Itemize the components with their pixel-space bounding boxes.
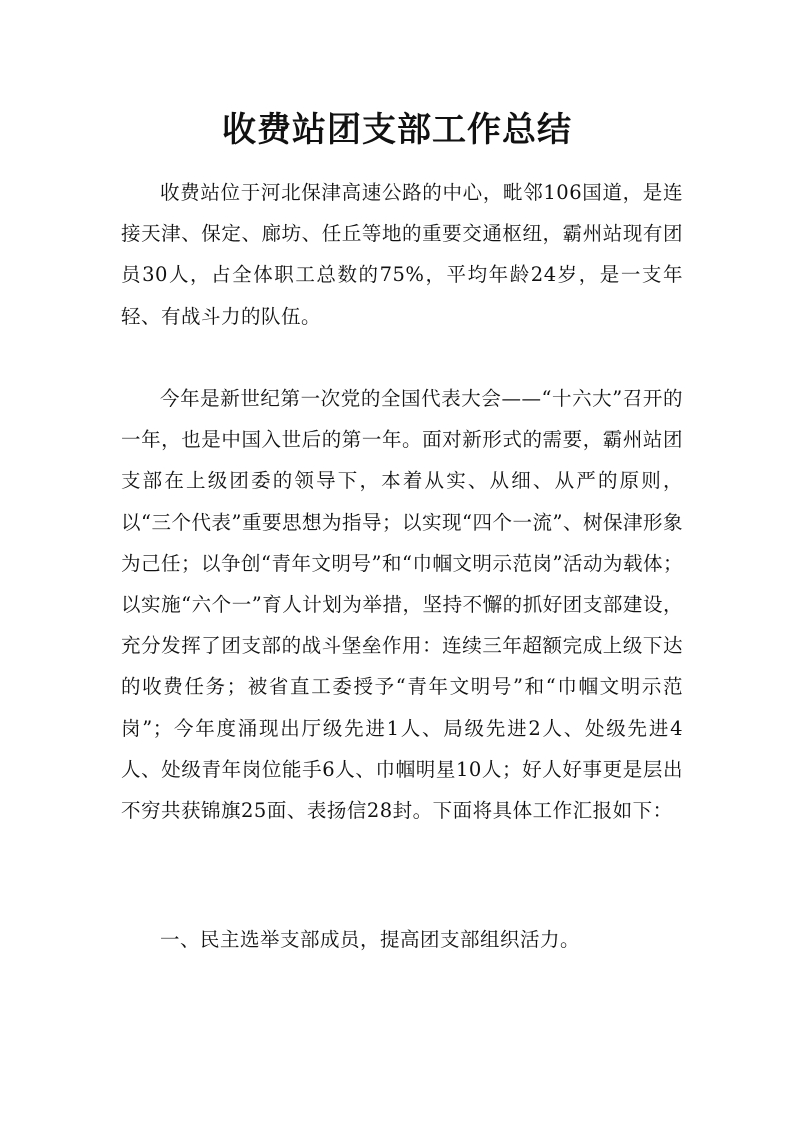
- section-heading-1: 一、民主选举支部成员，提高团支部组织活力。: [160, 928, 581, 951]
- intro-paragraph: 收费站位于河北保津高速公路的中心，毗邻106国道，是连接天津、保定、廊坊、任丘等地的重要交通枢纽，霸州站现有团员30人，占全体职工总数的75%，平均年龄24岁，是一支年轻、有战斗力的队伍。: [121, 181, 683, 328]
- document-title: 收费站团支部工作总结: [222, 110, 572, 150]
- summary-paragraph: 今年是新世纪第一次党的全国代表大会——“十六大”召开的一年，也是中国入世后的第一年。面对新形式的需要，霸州站团支部在上级团委的领导下，本着从实、从细、从严的原则，以“三个代表”重要思想为指导；以实现“四个一流”、树保津形象为己任；以争创“青年文明号”和“巾帼文明示范岗”活动为载体；以实施“六个一”育人计划为举措，坚持不懈的抓好团支部建设，充分发挥了团支部的战斗堡垒作用：连续三年超额完成上级下达的收费任务；被省直工委授予“青年文明号”和“巾帼文明示范岗”；今年度涌现出厅级先进1人、局级先进2人、处级先进4人、处级青年岗位能手6人、巾帼明星10人；好人好事更是层出不穷共获锦旗25面、表扬信28封。下面将具体工作汇报如下：: [121, 387, 683, 823]
